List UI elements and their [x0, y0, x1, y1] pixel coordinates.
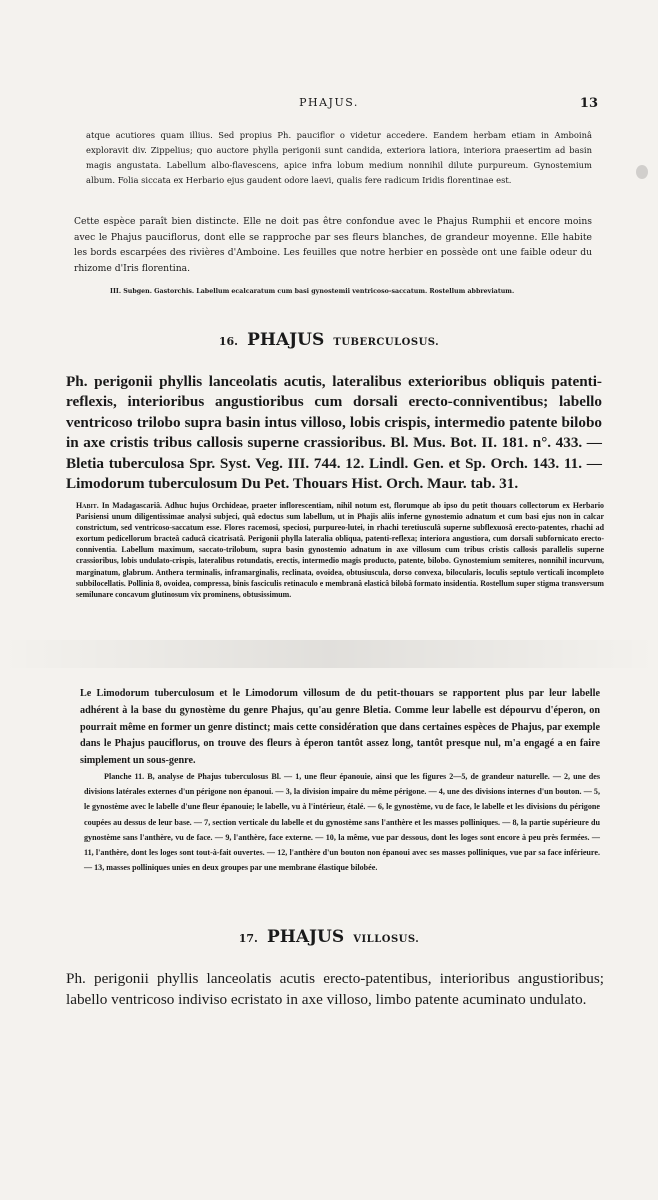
french-paragraph: Cette espèce paraît bien distincte. Elle ne doit pas être confondue avec le Phajus Rumphii et encore moins avec le Phajus pauciflorus, dont elle se rapproche par ses fleurs blanches, de grandeur moyenne. Elle habite les bords escarpées des rivières d'Amboine. Les feuilles que notre herbier en possède ont une faible odeur du rhizome d'Iris florentina.: [74, 216, 592, 274]
species-16-habitat: [76, 500, 604, 600]
scan-shading: [0, 640, 658, 668]
page-number: 13: [579, 96, 598, 111]
species-16-heading: [0, 330, 658, 350]
running-title: PHAJUS.: [299, 96, 359, 109]
habitat-label: Habit.: [76, 501, 99, 510]
species-epithet: TUBERCULOSUS.: [333, 337, 440, 348]
species-number: 17.: [238, 932, 258, 945]
habitat-text: In Madagascariâ. Adhuc hujus Orchideae, praeter inflorescentiam, nihil notum est, florumque ab ipso du petit thouars collectorum ex Herbario Parisiensi unum diligentissimae analysi subjeci, quâ edoctus sum labellum, ut in Phajis aliis inferne gynostemio adnatum et cum basi ejus non in calcar constrictum, sed ventricoso-saccatum esse. Flores racemosi, speciosi, purpureo-lutei, in rhachi teretiusculâ superne subflexuosâ erecto-patentes, rhachi ad exortum pedicellorum bracteâ caducâ cicatrisatâ. Perigonii phylla lateralia obliqua, patenti-reflexa; interiora angustiora, cum dorsali subfornicato erecto-conniventia. Labellum maximum, saccato-trilobum, supra basin gynostemio adnatum in axe villosum cum tribus cristis callosis parallelis superne crassioribus, lobis undulato-crispis, lateralibus rotundatis, erectis, intermedio magis producto, patente, bilobo. Gynostemium semiteres, nonnihil incurvum, marginatum, glabrum. Anthera terminalis, inframarginalis, reclinata, ovoidea, obtusiuscula, dorso convexa, bilocularis, loculis septulo verticali incompleto subbilocellatis. Pollinia 8, ovoidea, compressa, binis fasciculis retinaculo e membranâ elasticâ bilobâ formato insidentia. Rostellum super stigma transversum semilunare concavum glutinosum vix prominens, obtusissimum.: [76, 501, 604, 599]
page-header: [0, 96, 658, 116]
species-17-diagnosis: Ph. perigonii phyllis lanceolatis acutis erecto-patentibus, interioribus angustioribus; labello ventricoso indiviso ecristato in axe villoso, limbo patente acuminato undulato.: [66, 970, 604, 1008]
plate-explanation: [84, 769, 600, 875]
latin-paragraph: atque acutiores quam illius. Sed propius Ph. pauciflor o videtur accedere. Eandem herbam etiam in Amboinâ exploravit div. Zippelius; quo auctore phylla perigonii sunt candida, exteriora latiora, interiora praesertim ad basin magis angustata. Labellum albo-flavescens, apice infra lobum medium nonnihil dilute purpureum. Gynostemium album. Folia siccata ex Herbario ejus gaudent odore laevi, qualis fere radicum Iridis florentinae est.: [86, 130, 592, 185]
species-17-heading: [0, 927, 658, 947]
genus-name: PHAJUS: [247, 330, 325, 350]
species-16-french-note: Le Limodorum tuberculosum et le Limodorum villosum de du petit-thouars se rapportent plus par leur labelle adhérent à la base du gynostème du genre Phajus, qu'au genre Bletia. Comme leur labelle est dépourvu d'éperon, on pourrait même en former un genre distinct; mais cette considération que dans certaines espèces de Phajus, par exemple dans le Phajus pauciflorus, on trouve des fleurs à éperon tantôt assez long, tantôt presque nul, m'a engagé a en faire simplement un sous-genre.: [80, 688, 600, 767]
paper-blemish: [636, 165, 648, 179]
species-epithet: VILLOSUS.: [353, 934, 420, 945]
plate-text: Planche 11. B, analyse de Phajus tuberculosus Bl. — 1, une fleur épanouie, ainsi que les figures 2—5, de grandeur naturelle. — 2, une des divisions latérales externes d'un périgone non épanoui. — 3, la division impaire du même périgone. — 4, une des divisions internes d'un bouton. — 5, le gynostème avec le labelle d'une fleur épanouie; le labelle, vu à l'intérieur, étalé. — 6, le gynostème, vu de face, le labelle et les divisions du périgone coupées au dessus de leur base. — 7, section verticale du labelle et du gynostème sans l'anthère et les masses polliniques. — 8, la partie supérieure du gynostème sans l'anthère, vu de face. — 9, l'anthère, face externe. — 10, la même, vue par dessous, dont les loges sont encore à peu près fermées. — 11, l'anthère, dont les loges sont tout-à-fait ouvertes. — 12, l'anthère d'un bouton non épanoui avec ses masses polliniques, vue par sa face inférieure. — 13, masses polliniques unies en deux groupes par une membrane élastique bilobée.: [84, 772, 600, 873]
subgenus-line: III. Subgen. Gastorchis. Labellum ecalcaratum cum basi gynostemii ventricoso-saccatum. Rostellum abbreviatum.: [110, 288, 515, 295]
genus-name: PHAJUS: [266, 927, 345, 947]
species-number: 16.: [218, 335, 238, 348]
species-16-diagnosis: Ph. perigonii phyllis lanceolatis acutis, lateralibus exterioribus obliquis patenti-reflexis, interioribus angustioribus cum dorsali erecto-conniventibus; labello ventricoso trilobo supra basin intus villoso, lobis crispis, intermedio patente bilobo in axe cristis tribus callosis superne crassioribus. Bl. Mus. Bot. II. 181. n°. 433. — Bletia tuberculosa Spr. Syst. Veg. III. 744. 12. Lindl. Gen. et Sp. Orch. 143. 11. — Limodorum tuberculosum Du Pet. Thouars Hist. Orch. Maur. tab. 31.: [66, 373, 602, 493]
